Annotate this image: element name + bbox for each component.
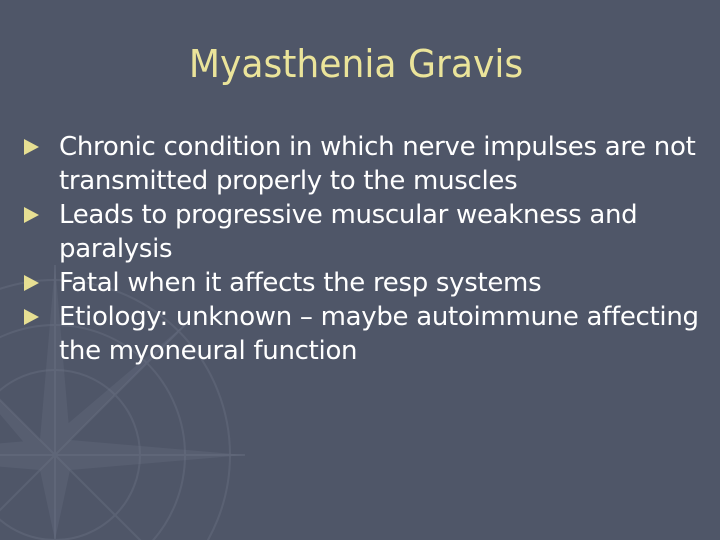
- slide-title: Myasthenia Gravis: [188, 42, 524, 86]
- bullet-list: [24, 130, 704, 368]
- triangle-right-icon: [24, 309, 39, 325]
- bullet-item-etiology: [24, 300, 704, 368]
- bullet-item-progressive-weakness: [24, 198, 704, 266]
- bullet-text: Leads to progressive muscular weakness and paralysis: [59, 200, 638, 264]
- triangle-right-icon: [24, 139, 39, 155]
- bullet-item-chronic-condition: [24, 130, 704, 198]
- bullet-text: Fatal when it affects the resp systems: [59, 268, 542, 298]
- bullet-item-respiratory-systems: [24, 266, 704, 300]
- triangle-right-icon: [24, 207, 39, 223]
- bullet-text: Chronic condition in which nerve impulses are not transmitted properly to the muscles: [59, 132, 696, 196]
- bullet-text: Etiology: unknown – maybe autoimmune affecting the myoneural function: [59, 302, 699, 366]
- triangle-right-icon: [24, 275, 39, 291]
